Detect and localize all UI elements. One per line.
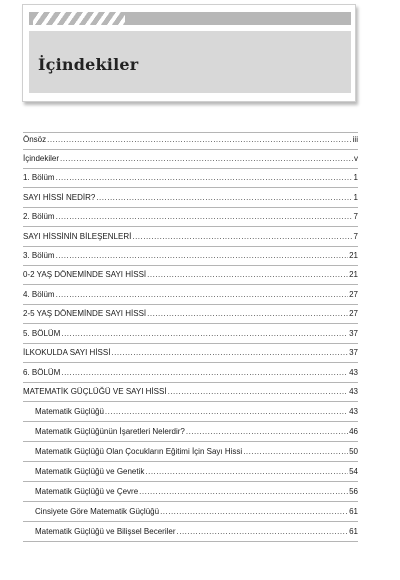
toc-entry[interactable] <box>23 290 358 300</box>
toc-entry[interactable] <box>23 154 358 164</box>
toc-entry-page: v <box>354 154 358 163</box>
dot-leader <box>147 309 348 319</box>
dot-leader <box>60 154 353 164</box>
toc-entry-page: 27 <box>349 309 358 318</box>
toc-separator <box>23 207 358 208</box>
dot-leader <box>96 193 352 203</box>
toc-entry-page: 7 <box>353 212 358 221</box>
toc-subentry[interactable] <box>35 467 358 477</box>
toc-entry[interactable] <box>23 387 358 397</box>
dot-leader <box>132 232 352 242</box>
dot-leader <box>243 447 348 457</box>
toc-entry-label: 1. Bölüm <box>23 173 55 182</box>
toc-entry-label: Matematik Güçlüğü Olan Çocukların Eğitimi İçin Sayı Hissi <box>35 447 243 456</box>
toc-entry-label: 2-5 YAŞ DÖNEMİNDE SAYI HİSSİ <box>23 309 147 318</box>
toc-separator <box>23 421 358 422</box>
toc-separator <box>23 323 358 324</box>
toc-entry-label: 4. Bölüm <box>23 290 55 299</box>
toc-entry-page: 27 <box>349 290 358 299</box>
toc-entry-page: 1 <box>353 173 358 182</box>
toc-entry[interactable] <box>23 309 358 319</box>
dot-leader <box>61 329 348 339</box>
toc-separator <box>23 284 358 285</box>
title-band <box>29 31 351 93</box>
toc-entry-label: MATEMATİK GÜÇLÜĞÜ VE SAYI HİSSİ <box>23 387 167 396</box>
toc-entry-page: 37 <box>349 329 358 338</box>
toc-entry-label: İçindekiler <box>23 154 60 163</box>
toc-entry-page: 43 <box>349 387 358 396</box>
toc-entry-page: 1 <box>353 193 358 202</box>
dot-leader <box>186 427 348 437</box>
toc-entry-page: 61 <box>349 507 358 516</box>
toc-entry-label: Matematik Güçlüğü <box>35 407 104 416</box>
toc-entry-label: Önsöz <box>23 135 47 144</box>
toc-entry[interactable] <box>23 270 358 280</box>
toc-subentry[interactable] <box>35 447 358 457</box>
toc-entry[interactable] <box>23 135 358 145</box>
dot-leader <box>139 487 348 497</box>
toc-separator <box>23 541 358 542</box>
toc-entry-page: 21 <box>349 251 358 260</box>
toc-entry-label: Cinsiyete Göre Matematik Güçlüğü <box>35 507 160 516</box>
dot-leader <box>147 270 348 280</box>
toc-separator <box>23 343 358 344</box>
toc-subentry[interactable] <box>35 527 358 537</box>
toc-entry[interactable] <box>23 212 358 222</box>
toc-entry[interactable] <box>23 173 358 183</box>
toc-separator <box>23 168 358 169</box>
toc-subentry[interactable] <box>35 487 358 497</box>
toc-separator <box>23 521 358 522</box>
toc-separator <box>23 461 358 462</box>
dot-leader <box>145 467 348 477</box>
toc-entry-page: 21 <box>349 270 358 279</box>
toc-separator <box>23 265 358 266</box>
toc-entry-page: 43 <box>349 407 358 416</box>
toc-entry[interactable] <box>23 348 358 358</box>
toc-entry-label: Matematik Güçlüğü ve Bilişsel Beceriler <box>35 527 176 536</box>
diagonal-stripes-decoration <box>33 12 125 25</box>
toc-entry-label: Matematik Güçlüğü ve Genetik <box>35 467 145 476</box>
toc-entry-page: 54 <box>349 467 358 476</box>
toc-entry-page: 43 <box>349 368 358 377</box>
dot-leader <box>168 387 349 397</box>
toc-separator <box>23 401 358 402</box>
toc-entry-label: Matematik Güçlüğünün İşaretleri Nelerdir? <box>35 427 185 436</box>
page-title: İçindekiler <box>38 55 139 74</box>
toc-entry-label: 3. Bölüm <box>23 251 55 260</box>
toc-separator <box>23 187 358 188</box>
toc-separator <box>23 382 358 383</box>
toc-entry-label: 5. BÖLÜM <box>23 329 61 338</box>
toc-separator <box>23 226 358 227</box>
toc-subentry[interactable] <box>35 407 358 417</box>
toc-entry[interactable] <box>23 329 358 339</box>
dot-leader <box>56 251 349 261</box>
toc-separator <box>23 501 358 502</box>
dot-leader <box>160 507 348 517</box>
dot-leader <box>111 348 348 358</box>
toc-entry[interactable] <box>23 193 358 203</box>
dot-leader <box>56 290 349 300</box>
toc-entry-label: 6. BÖLÜM <box>23 368 61 377</box>
dot-leader <box>61 368 348 378</box>
toc-entry-page: 56 <box>349 487 358 496</box>
toc-entry-page: 61 <box>349 527 358 536</box>
dot-leader <box>105 407 348 417</box>
toc-entry-label: 0-2 YAŞ DÖNEMİNDE SAYI HİSSİ <box>23 270 147 279</box>
dot-leader <box>56 173 353 183</box>
toc-entry[interactable] <box>23 251 358 261</box>
dot-leader <box>56 212 353 222</box>
toc-entry-page: iii <box>352 135 358 144</box>
toc-entry[interactable] <box>23 368 358 378</box>
toc-entry-page: 46 <box>349 427 358 436</box>
toc-entry-label: İLKOKULDA SAYI HİSSİ <box>23 348 111 357</box>
dot-leader <box>177 527 349 537</box>
toc-entry-page: 37 <box>349 348 358 357</box>
toc-separator <box>23 149 358 150</box>
toc-separator <box>23 481 358 482</box>
toc-subentry[interactable] <box>35 427 358 437</box>
dot-leader <box>47 135 352 145</box>
toc-subentry[interactable] <box>35 507 358 517</box>
toc-entry-page: 7 <box>353 232 358 241</box>
toc-entry-label: Matematik Güçlüğü ve Çevre <box>35 487 139 496</box>
toc-entry-label: SAYI HİSSİ NEDİR? <box>23 193 96 202</box>
toc-header-box <box>22 4 356 102</box>
toc-entry[interactable] <box>23 232 358 242</box>
decorative-stripe-bar <box>29 12 351 25</box>
toc-entry-page: 50 <box>349 447 358 456</box>
toc-entry-label: SAYI HİSSİNİN BİLEŞENLERİ <box>23 232 132 241</box>
toc-separator <box>23 362 358 363</box>
toc-top-rule <box>23 132 358 133</box>
toc-entry-label: 2. Bölüm <box>23 212 55 221</box>
toc-separator <box>23 441 358 442</box>
toc-separator <box>23 304 358 305</box>
toc-separator <box>23 246 358 247</box>
